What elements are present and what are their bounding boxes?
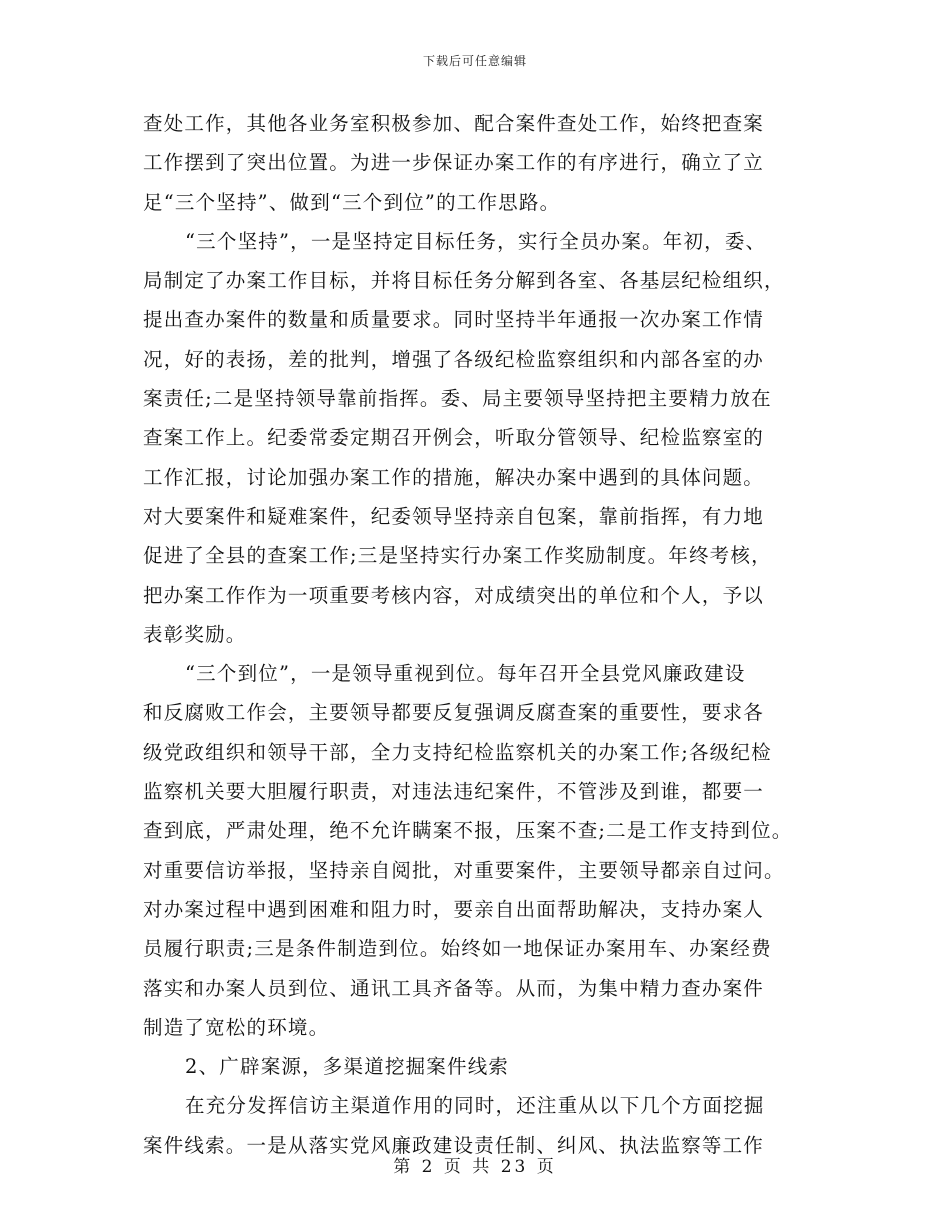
document-body <box>143 104 815 1165</box>
text-line: 查案工作上。纪委常委定期召开例会，听取分管领导、纪检监察室的 <box>143 426 765 450</box>
text-line: 级党政组织和领导干部，全力支持纪检监察机关的办案工作;各级纪检 <box>143 740 772 764</box>
page-number-footer: 第 2 页 共 23 页 <box>393 1157 557 1177</box>
page-header: 下载后可任意编辑 <box>422 54 527 68</box>
text-line: “三个到位”，一是领导重视到位。每年召开全县党风廉政建设 <box>185 662 746 686</box>
text-line: 表彰奖励。 <box>143 622 247 646</box>
text-line: 落实和办案人员到位、通讯工具齐备等。从而，为集中精力查办案件 <box>143 976 765 1000</box>
text-line: “三个坚持”，一是坚持定目标任务，实行全员办案。年初，委、 <box>185 229 767 253</box>
text-line: 查处工作，其他各业务室积极参加、配合案件查处工作，始终把查案 <box>143 112 765 135</box>
text-line: 对办案过程中遇到困难和阻力时，要亲自出面帮助解决，支持办案人 <box>143 897 765 921</box>
text-line: 案件线索。一是从落实党风廉政建设责任制、纠风、执法监察等工作 <box>143 1133 765 1157</box>
text-line: 员履行职责;三是条件制造到位。始终如一地保证办案用车、办案经费 <box>143 937 772 961</box>
text-line: 足“三个坚持”、做到“三个到位”的工作思路。 <box>143 190 561 214</box>
text-line: 工作摆到了突出位置。为进一步保证办案工作的有序进行，确立了立 <box>143 151 765 175</box>
text-line: 工作汇报，讨论加强办案工作的措施，解决办案中遇到的具体问题。 <box>143 465 765 489</box>
text-line: 和反腐败工作会，主要领导都要反复强调反腐查案的重要性，要求各 <box>143 701 765 725</box>
text-line: 查到底，严肃处理，绝不允许瞒案不报，压案不查;二是工作支持到位。 <box>143 819 793 843</box>
text-line: 2、广辟案源，多渠道挖掘案件线索 <box>185 1055 510 1079</box>
text-line: 促进了全县的查案工作;三是坚持实行办案工作奖励制度。年终考核， <box>143 544 772 568</box>
text-line: 局制定了办案工作目标，并将目标任务分解到各室、各基层纪检组织， <box>143 269 785 293</box>
text-line: 对大要案件和疑难案件，纪委领导坚持亲自包案，靠前指挥，有力地 <box>143 504 765 528</box>
text-line: 监察机关要大胆履行职责，对违法违纪案件，不管涉及到谁，都要一 <box>143 780 765 804</box>
text-line: 况，好的表扬，差的批判，增强了各级纪检监察组织和内部各室的办 <box>143 347 765 371</box>
text-line: 把办案工作作为一项重要考核内容，对成绩突出的单位和个人，予以 <box>143 583 765 607</box>
text-line: 制造了宽松的环境。 <box>143 1015 330 1039</box>
text-line: 案责任;二是坚持领导靠前指挥。委、局主要领导坚持把主要精力放在 <box>143 387 772 411</box>
text-line: 提出查办案件的数量和质量要求。同时坚持半年通报一次办案工作情 <box>143 308 765 332</box>
text-line: 对重要信访举报，坚持亲自阅批，对重要案件，主要领导都亲自过问。 <box>143 858 785 882</box>
text-line: 在充分发挥信访主渠道作用的同时，还注重从以下几个方面挖掘 <box>185 1094 765 1118</box>
